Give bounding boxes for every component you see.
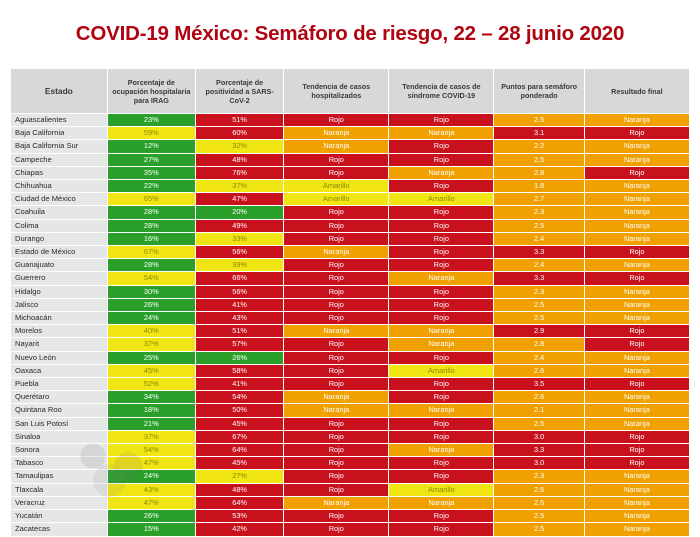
- cell-ocupacion: 34%: [107, 391, 195, 404]
- cell-tendencia-sindrome: Naranja: [389, 496, 494, 509]
- cell-tendencia-hospitalizados: Rojo: [284, 351, 389, 364]
- cell-estado: Nuevo León: [11, 351, 108, 364]
- cell-estado: Baja California Sur: [11, 140, 108, 153]
- cell-resultado: Naranja: [584, 219, 689, 232]
- cell-resultado: Naranja: [584, 114, 689, 127]
- cell-resultado: Naranja: [584, 404, 689, 417]
- cell-tendencia-sindrome: Rojo: [389, 378, 494, 391]
- cell-positividad: 76%: [195, 166, 283, 179]
- cell-ocupacion: 54%: [107, 272, 195, 285]
- cell-puntos: 3.5: [494, 378, 584, 391]
- cell-tendencia-hospitalizados: Rojo: [284, 298, 389, 311]
- cell-estado: Colima: [11, 219, 108, 232]
- cell-ocupacion: 43%: [107, 483, 195, 496]
- cell-tendencia-hospitalizados: Rojo: [284, 206, 389, 219]
- cell-tendencia-sindrome: Rojo: [389, 457, 494, 470]
- cell-tendencia-hospitalizados: Rojo: [284, 510, 389, 523]
- cell-tendencia-hospitalizados: Amarillo: [284, 180, 389, 193]
- table-row: [11, 259, 690, 272]
- cell-positividad: 64%: [195, 496, 283, 509]
- cell-resultado: Rojo: [584, 246, 689, 259]
- cell-estado: Michoacán: [11, 312, 108, 325]
- cell-estado: Durango: [11, 232, 108, 245]
- cell-tendencia-sindrome: Rojo: [389, 523, 494, 536]
- cell-estado: Guanajuato: [11, 259, 108, 272]
- cell-estado: Quintana Roo: [11, 404, 108, 417]
- cell-ocupacion: 23%: [107, 114, 195, 127]
- cell-resultado: Naranja: [584, 483, 689, 496]
- cell-ocupacion: 47%: [107, 457, 195, 470]
- cell-tendencia-sindrome: Naranja: [389, 272, 494, 285]
- cell-puntos: 2.3: [494, 285, 584, 298]
- page-title: COVID-19 México: Semáforo de riesgo, 22 – 28 junio 2020: [75, 22, 625, 45]
- cell-tendencia-sindrome: Amarillo: [389, 193, 494, 206]
- cell-tendencia-sindrome: Amarillo: [389, 364, 494, 377]
- table-row: [11, 312, 690, 325]
- cell-resultado: Naranja: [584, 364, 689, 377]
- cell-ocupacion: 25%: [107, 351, 195, 364]
- cell-positividad: 42%: [195, 523, 283, 536]
- cell-tendencia-hospitalizados: Rojo: [284, 312, 389, 325]
- cell-resultado: Rojo: [584, 457, 689, 470]
- cell-ocupacion: 30%: [107, 285, 195, 298]
- cell-tendencia-hospitalizados: Amarillo: [284, 193, 389, 206]
- cell-tendencia-hospitalizados: Rojo: [284, 285, 389, 298]
- table-row: [11, 166, 690, 179]
- cell-positividad: 56%: [195, 285, 283, 298]
- cell-positividad: 58%: [195, 364, 283, 377]
- cell-ocupacion: 27%: [107, 153, 195, 166]
- cell-puntos: 1.8: [494, 180, 584, 193]
- cell-tendencia-hospitalizados: Naranja: [284, 496, 389, 509]
- header-positividad: Porcentaje de positividad a SARS-CoV-2: [195, 69, 283, 114]
- cell-tendencia-hospitalizados: Naranja: [284, 404, 389, 417]
- table-row: [11, 285, 690, 298]
- table-row: [11, 272, 690, 285]
- cell-ocupacion: 37%: [107, 338, 195, 351]
- semaforo-table: [10, 68, 690, 537]
- cell-positividad: 49%: [195, 219, 283, 232]
- cell-resultado: Naranja: [584, 312, 689, 325]
- semaforo-table-container: [10, 68, 690, 537]
- cell-ocupacion: 21%: [107, 417, 195, 430]
- cell-tendencia-sindrome: Rojo: [389, 219, 494, 232]
- cell-tendencia-sindrome: Rojo: [389, 470, 494, 483]
- cell-resultado: Naranja: [584, 180, 689, 193]
- cell-ocupacion: 16%: [107, 232, 195, 245]
- cell-resultado: Naranja: [584, 417, 689, 430]
- cell-tendencia-hospitalizados: Naranja: [284, 127, 389, 140]
- table-row: [11, 232, 690, 245]
- cell-positividad: 54%: [195, 391, 283, 404]
- table-row: [11, 444, 690, 457]
- cell-resultado: Naranja: [584, 285, 689, 298]
- cell-estado: Oaxaca: [11, 364, 108, 377]
- table-row: [11, 180, 690, 193]
- table-row: [11, 391, 690, 404]
- cell-positividad: 56%: [195, 246, 283, 259]
- cell-resultado: Naranja: [584, 259, 689, 272]
- cell-tendencia-sindrome: Rojo: [389, 206, 494, 219]
- cell-tendencia-sindrome: Naranja: [389, 404, 494, 417]
- cell-ocupacion: 54%: [107, 444, 195, 457]
- cell-tendencia-sindrome: Naranja: [389, 338, 494, 351]
- cell-tendencia-hospitalizados: Rojo: [284, 523, 389, 536]
- cell-tendencia-hospitalizados: Rojo: [284, 444, 389, 457]
- cell-tendencia-sindrome: Rojo: [389, 510, 494, 523]
- header-ocupacion: Porcentaje de ocupación hospitalaria para IRAG: [107, 69, 195, 114]
- cell-positividad: 41%: [195, 378, 283, 391]
- cell-resultado: Naranja: [584, 153, 689, 166]
- cell-resultado: Rojo: [584, 272, 689, 285]
- cell-tendencia-sindrome: Rojo: [389, 391, 494, 404]
- cell-resultado: Naranja: [584, 523, 689, 536]
- table-row: [11, 193, 690, 206]
- cell-tendencia-hospitalizados: Naranja: [284, 140, 389, 153]
- table-row: [11, 470, 690, 483]
- table-row: [11, 298, 690, 311]
- cell-puntos: 2.8: [494, 338, 584, 351]
- cell-ocupacion: 45%: [107, 364, 195, 377]
- cell-resultado: Naranja: [584, 470, 689, 483]
- cell-puntos: 3.0: [494, 457, 584, 470]
- cell-tendencia-sindrome: Rojo: [389, 351, 494, 364]
- cell-puntos: 2.4: [494, 232, 584, 245]
- cell-ocupacion: 15%: [107, 523, 195, 536]
- cell-positividad: 47%: [195, 193, 283, 206]
- cell-puntos: 2.9: [494, 325, 584, 338]
- cell-ocupacion: 35%: [107, 166, 195, 179]
- cell-ocupacion: 65%: [107, 193, 195, 206]
- cell-ocupacion: 47%: [107, 496, 195, 509]
- cell-estado: Querétaro: [11, 391, 108, 404]
- cell-puntos: 3.3: [494, 246, 584, 259]
- cell-estado: Morelos: [11, 325, 108, 338]
- cell-positividad: 37%: [195, 180, 283, 193]
- cell-puntos: 2.4: [494, 259, 584, 272]
- cell-ocupacion: 52%: [107, 378, 195, 391]
- cell-ocupacion: 40%: [107, 325, 195, 338]
- cell-resultado: Naranja: [584, 391, 689, 404]
- cell-puntos: 2.5: [494, 417, 584, 430]
- cell-estado: Nayarit: [11, 338, 108, 351]
- cell-tendencia-sindrome: Rojo: [389, 298, 494, 311]
- cell-positividad: 41%: [195, 298, 283, 311]
- cell-tendencia-sindrome: Naranja: [389, 127, 494, 140]
- cell-puntos: 2.5: [494, 219, 584, 232]
- cell-ocupacion: 26%: [107, 510, 195, 523]
- cell-estado: Baja California: [11, 127, 108, 140]
- table-body: [11, 114, 690, 537]
- cell-ocupacion: 24%: [107, 312, 195, 325]
- cell-puntos: 2.5: [494, 153, 584, 166]
- cell-tendencia-hospitalizados: Naranja: [284, 391, 389, 404]
- cell-positividad: 66%: [195, 272, 283, 285]
- cell-tendencia-hospitalizados: Rojo: [284, 259, 389, 272]
- cell-estado: Chihuahua: [11, 180, 108, 193]
- cell-resultado: Naranja: [584, 351, 689, 364]
- cell-estado: Tamaulipas: [11, 470, 108, 483]
- cell-tendencia-hospitalizados: Rojo: [284, 272, 389, 285]
- cell-resultado: Naranja: [584, 298, 689, 311]
- cell-tendencia-sindrome: Rojo: [389, 417, 494, 430]
- table-header: [11, 69, 690, 114]
- cell-positividad: 60%: [195, 127, 283, 140]
- cell-positividad: 45%: [195, 417, 283, 430]
- cell-resultado: Rojo: [584, 430, 689, 443]
- table-row: [11, 127, 690, 140]
- cell-resultado: Rojo: [584, 444, 689, 457]
- table-row: [11, 510, 690, 523]
- cell-resultado: Naranja: [584, 193, 689, 206]
- cell-tendencia-hospitalizados: Rojo: [284, 166, 389, 179]
- cell-puntos: 2.1: [494, 404, 584, 417]
- table-row: [11, 430, 690, 443]
- cell-puntos: 2.5: [494, 298, 584, 311]
- cell-tendencia-hospitalizados: Rojo: [284, 430, 389, 443]
- cell-ocupacion: 18%: [107, 404, 195, 417]
- cell-resultado: Naranja: [584, 232, 689, 245]
- cell-tendencia-hospitalizados: Rojo: [284, 338, 389, 351]
- cell-tendencia-sindrome: Rojo: [389, 153, 494, 166]
- cell-estado: Estado de México: [11, 246, 108, 259]
- table-row: [11, 523, 690, 536]
- table-row: [11, 417, 690, 430]
- cell-tendencia-sindrome: Rojo: [389, 259, 494, 272]
- cell-positividad: 64%: [195, 444, 283, 457]
- cell-ocupacion: 37%: [107, 430, 195, 443]
- cell-puntos: 2.4: [494, 351, 584, 364]
- cell-estado: Zacatecas: [11, 523, 108, 536]
- cell-positividad: 67%: [195, 430, 283, 443]
- cell-puntos: 2.5: [494, 510, 584, 523]
- cell-positividad: 26%: [195, 351, 283, 364]
- cell-puntos: 3.3: [494, 444, 584, 457]
- cell-tendencia-sindrome: Rojo: [389, 232, 494, 245]
- cell-tendencia-hospitalizados: Naranja: [284, 325, 389, 338]
- cell-tendencia-sindrome: Naranja: [389, 166, 494, 179]
- cell-ocupacion: 59%: [107, 127, 195, 140]
- cell-estado: Tlaxcala: [11, 483, 108, 496]
- cell-tendencia-sindrome: Rojo: [389, 246, 494, 259]
- header-puntos: Puntos para semáforo ponderado: [494, 69, 584, 114]
- cell-ocupacion: 24%: [107, 470, 195, 483]
- cell-positividad: 43%: [195, 312, 283, 325]
- cell-resultado: Naranja: [584, 140, 689, 153]
- cell-estado: Puebla: [11, 378, 108, 391]
- cell-positividad: 48%: [195, 483, 283, 496]
- cell-resultado: Rojo: [584, 378, 689, 391]
- cell-puntos: 2.6: [494, 483, 584, 496]
- cell-tendencia-hospitalizados: Rojo: [284, 470, 389, 483]
- cell-positividad: 27%: [195, 470, 283, 483]
- cell-puntos: 2.6: [494, 364, 584, 377]
- cell-resultado: Rojo: [584, 325, 689, 338]
- cell-estado: Tabasco: [11, 457, 108, 470]
- cell-positividad: 57%: [195, 338, 283, 351]
- cell-tendencia-hospitalizados: Rojo: [284, 364, 389, 377]
- cell-estado: Aguascalientes: [11, 114, 108, 127]
- cell-ocupacion: 28%: [107, 219, 195, 232]
- cell-ocupacion: 26%: [107, 298, 195, 311]
- cell-puntos: 2.3: [494, 470, 584, 483]
- table-row: [11, 378, 690, 391]
- cell-positividad: 51%: [195, 325, 283, 338]
- cell-estado: San Luis Potosí: [11, 417, 108, 430]
- cell-estado: Ciudad de México: [11, 193, 108, 206]
- cell-resultado: Naranja: [584, 206, 689, 219]
- cell-tendencia-hospitalizados: Naranja: [284, 246, 389, 259]
- cell-positividad: 53%: [195, 510, 283, 523]
- table-row: [11, 457, 690, 470]
- cell-puntos: 2.2: [494, 140, 584, 153]
- table-row: [11, 338, 690, 351]
- cell-tendencia-sindrome: Rojo: [389, 285, 494, 298]
- cell-puntos: 2.5: [494, 312, 584, 325]
- table-row: [11, 325, 690, 338]
- cell-ocupacion: 28%: [107, 259, 195, 272]
- header-estado: Estado: [11, 69, 108, 114]
- cell-puntos: 3.3: [494, 272, 584, 285]
- cell-tendencia-hospitalizados: Rojo: [284, 457, 389, 470]
- cell-estado: Coahuila: [11, 206, 108, 219]
- cell-puntos: 2.3: [494, 206, 584, 219]
- table-row: [11, 219, 690, 232]
- cell-tendencia-sindrome: Naranja: [389, 444, 494, 457]
- header-tendencia-hospitalizados: Tendencia de casos hospitalizados: [284, 69, 389, 114]
- cell-estado: Veracruz: [11, 496, 108, 509]
- cell-estado: Hidalgo: [11, 285, 108, 298]
- cell-ocupacion: 12%: [107, 140, 195, 153]
- cell-ocupacion: 67%: [107, 246, 195, 259]
- table-row: [11, 483, 690, 496]
- cell-tendencia-hospitalizados: Rojo: [284, 417, 389, 430]
- cell-puntos: 3.0: [494, 430, 584, 443]
- cell-positividad: 20%: [195, 206, 283, 219]
- cell-resultado: Naranja: [584, 496, 689, 509]
- cell-puntos: 2.6: [494, 496, 584, 509]
- header-tendencia-sindrome: Tendencia de casos de síndrome COVID-19: [389, 69, 494, 114]
- cell-tendencia-sindrome: Rojo: [389, 140, 494, 153]
- cell-positividad: 48%: [195, 153, 283, 166]
- cell-resultado: Naranja: [584, 510, 689, 523]
- cell-estado: Yucatán: [11, 510, 108, 523]
- cell-estado: Jalisco: [11, 298, 108, 311]
- header-row: [11, 69, 690, 114]
- cell-tendencia-hospitalizados: Rojo: [284, 378, 389, 391]
- table-row: [11, 114, 690, 127]
- cell-positividad: 32%: [195, 140, 283, 153]
- cell-puntos: 2.8: [494, 166, 584, 179]
- table-row: [11, 496, 690, 509]
- header-resultado: Resultado final: [584, 69, 689, 114]
- cell-puntos: 2.7: [494, 193, 584, 206]
- cell-positividad: 33%: [195, 232, 283, 245]
- cell-positividad: 45%: [195, 457, 283, 470]
- table-row: [11, 351, 690, 364]
- cell-estado: Chiapas: [11, 166, 108, 179]
- cell-estado: Campeche: [11, 153, 108, 166]
- cell-puntos: 3.1: [494, 127, 584, 140]
- cell-ocupacion: 22%: [107, 180, 195, 193]
- table-row: [11, 140, 690, 153]
- cell-puntos: 2.6: [494, 391, 584, 404]
- table-row: [11, 246, 690, 259]
- cell-tendencia-hospitalizados: Rojo: [284, 114, 389, 127]
- cell-estado: Sinaloa: [11, 430, 108, 443]
- cell-tendencia-hospitalizados: Rojo: [284, 483, 389, 496]
- table-row: [11, 206, 690, 219]
- cell-tendencia-hospitalizados: Rojo: [284, 153, 389, 166]
- cell-resultado: Rojo: [584, 338, 689, 351]
- cell-tendencia-sindrome: Rojo: [389, 180, 494, 193]
- cell-resultado: Rojo: [584, 127, 689, 140]
- cell-puntos: 2.5: [494, 523, 584, 536]
- cell-tendencia-hospitalizados: Rojo: [284, 232, 389, 245]
- cell-tendencia-hospitalizados: Rojo: [284, 219, 389, 232]
- cell-estado: Sonora: [11, 444, 108, 457]
- cell-estado: Guerrero: [11, 272, 108, 285]
- cell-ocupacion: 28%: [107, 206, 195, 219]
- cell-positividad: 51%: [195, 114, 283, 127]
- cell-tendencia-sindrome: Rojo: [389, 430, 494, 443]
- cell-positividad: 39%: [195, 259, 283, 272]
- cell-tendencia-sindrome: Rojo: [389, 312, 494, 325]
- table-row: [11, 404, 690, 417]
- cell-tendencia-sindrome: Amarillo: [389, 483, 494, 496]
- cell-tendencia-sindrome: Rojo: [389, 114, 494, 127]
- table-row: [11, 364, 690, 377]
- cell-puntos: 2.5: [494, 114, 584, 127]
- cell-resultado: Rojo: [584, 166, 689, 179]
- cell-positividad: 50%: [195, 404, 283, 417]
- cell-tendencia-sindrome: Naranja: [389, 325, 494, 338]
- table-row: [11, 153, 690, 166]
